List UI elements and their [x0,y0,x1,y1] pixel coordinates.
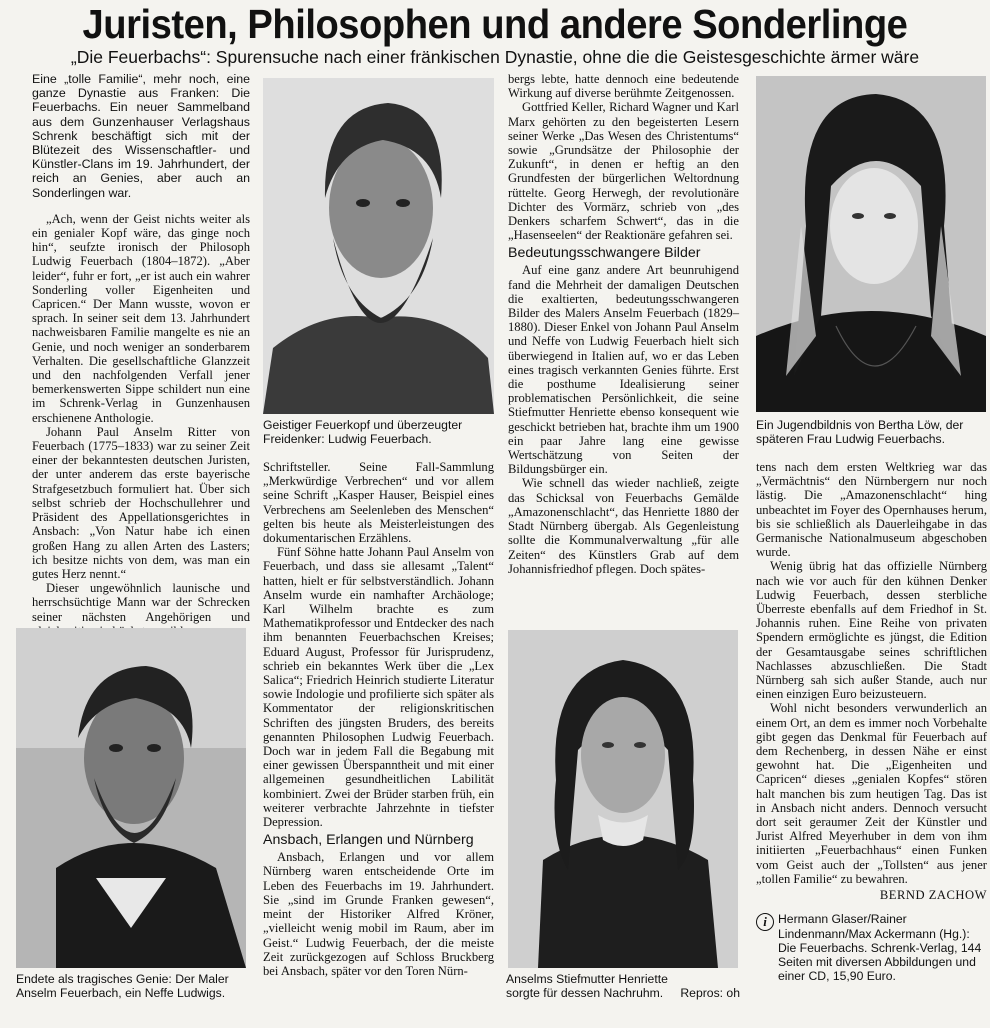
body-paragraph: Gottfried Keller, Richard Wagner und Karl Marx gehörten zu den begeisterten Lesern seiner Werke „Das Wesen des Christentums“ sowie „Grundsätze der Philosophie der Zukunft“, in denen er heftig an den Grundfesten der bürgerlichen Weltordnung rüttelte. Georg Herwegh, der revolutionäre Dichter des Vormärz, schrieb von „des Denkers scharfem Schwert“, das in die „Hasenseelen“ der Reaktionäre gefahren sei. [508,100,739,243]
body-paragraph: tens nach dem ersten Weltkrieg war das „Vermächtnis“ den Nürnbergern nur noch lästig. Die „Amazonenschlacht“ hing unbeachtet im Foyer des Opernhauses herum, bis sie schließlich als Dauerleihgabe in das Germanische Nationalmuseum abgeschoben wurde. [756,460,987,560]
body-paragraph: bergs lebte, hatte dennoch eine bedeutende Wirkung auf diverse berühmte Zeitgenossen. [508,72,739,101]
column-1 [32,72,250,638]
body-paragraph: Fünf Söhne hatte Johann Paul Anselm von Feuerbach, und dass sie allesamt „Talent“ hatten, hielt er für selbstverständlich. Johann Anselm wurde ein namhafter Archäologe; Karl Wilhelm brachte es zum Mathematikprofessor und Entdecker des nach ihm benannten Feuerbachschen Kreises; Eduard August, Professor für Jurisprudenz, schrieb ein bekanntes Werk über die „Lex Salica“; Friedrich Heinrich studierte Literatur sowie Indologie und profilierte sich später als Kommentator der religionskritischen Schriften des jüngsten Bruders, des bereits genannten Philosophen Ludwig Feuerbach. Doch war in jedem Fall die Begabung mit einer gewissen Überspanntheit und mit einer allgemeinen gesundheitlichen Labilität kombiniert. Zwei der Brüder starben früh, ein weiterer verbrachte Jahrzehnte in tiefster Depression. [263,545,494,830]
section-heading: Ansbach, Erlangen und Nürnberg [263,832,474,849]
repros-credit: Repros: oh [680,986,740,1000]
book-info-text: Hermann Glaser/Rainer Lindenmann/Max Ackermann (Hg.): Die Feuerbachs. Schrenk-Verlag, 144 Seiten mit diversen Abbildungen und einer CD, 15,90 Euro. [778,912,982,984]
portrait-woman-illustration [756,76,986,412]
body-paragraph: Auf eine ganz andere Art beunruhigend fand die Mehrheit der damaligen Deutschen die exaltierten, bedeutungsschwangeren Bilder des Malers Anselm Feuerbach (1829–1880). Dieser Enkel von Johann Paul Anselm und Neffe von Ludwig Feuerbach hielt sich überwiegend in Italien auf, wo er das Leben eines tragisch verkannten Genies führte. Erst die posthume Idealisierung seiner problematischen Persönlichkeit, die seine Stiefmutter Henriette ebenso konsequent wie geschickt betrieben hat, brachte ihm um 1900 ein paar Jahre lang eine gewisse Wertschätzung von Seiten der Bildungsbürger ein. [508,263,739,477]
body-paragraph: Wie schnell das wieder nachließ, zeigte das Schicksal von Feuerbachs Gemälde „Amazonenschlacht“, das Henriette 1880 der Stadt Nürnberg übergab. Als Gegenleistung sollte die Kommunalverwaltung „für alle Zeiten“ des Künstlers Grab auf dem Johannisfriedhof pflegen. Doch spätes- [508,476,739,576]
caption-henriette-text: Anselms Stiefmutter Henriette sorgte für dessen Nachruhm. [506,972,668,1001]
portrait-man-beard-illustration [16,628,246,968]
column-2 [263,460,494,978]
portrait-man-beard-illustration [263,78,494,414]
caption-anselm: Endete als tragisches Genie: Der Maler Anselm Feuerbach, ein Neffe Ludwigs. [16,972,229,1001]
body-paragraph: Ansbach, Erlangen und vor allem Nürnberg waren entscheidende Orte im Leben des Feuerbachs im 19. Jahrhundert. Sie „sind im Grunde Franken gewesen“, meint der Historiker Alfred Kröner, „vielleicht wenig mobil im Raum, aber im Geist.“ Ludwig Feuerbach, der die meiste Zeit zurückgezogen auf Schloss Bruckberg bei Ansbach, später vor den Toren Nürn- [263,850,494,978]
caption-ludwig: Geistiger Feuerkopf und überzeugter Freidenker: Ludwig Feuerbach. [263,418,463,447]
section-heading: Bedeutungsschwangere Bilder [508,245,701,262]
body-paragraph: Wenig übrig hat das offizielle Nürnberg nach wie vor auch für den kühnen Denker Ludwig Feuerbach, dessen sterbliche Überreste ebenfalls auf dem Friedhof in St. Johannis ruhen. Eine Reihe von privaten Spendern ermöglichte es jüngst, die Edition der Gesamtausgabe seines schriftlichen Nachlasses abzuschließen. Die Stadt Nürnberg sah sich außer Stande, auch nur einen einzigen Euro beizusteuern. [756,559,987,702]
subheadline: „Die Feuerbachs“: Spurensuche nach einer fränkischen Dynastie, ohne die die Geistesgeschichte ärmer wäre [70,47,920,67]
body-paragraph: Johann Paul Anselm Ritter von Feuerbach (1775–1833) war zu seiner Zeit einer der bekanntesten deutschen Juristen, der unter anderem das erste bayerische Strafgesetzbuch formuliert hat. Über sich selbst schrieb der Hochschullehrer und Präsident des Appellationsgerichtes in Ansbach: „Von Natur habe ich einen großen Hang zu allen Arten des Lasters; ich besitze nichts von dem, was man ein gutes Herz nennt.“ [32,424,250,581]
column-4 [756,460,987,983]
photo-bertha-loew [756,76,986,412]
caption-bertha: Ein Jugendbildnis von Bertha Löw, der späteren Frau Ludwig Feuerbachs. [756,418,964,447]
photo-anselm-feuerbach [16,628,246,968]
photo-henriette-feuerbach [508,630,738,968]
book-info [756,912,987,983]
body-paragraph: Dieser ungewöhnlich launische und herrschsüchtige Mann war der Schrecken seiner nächsten Angehörigen und [32,581,250,624]
info-icon: i [756,913,774,931]
portrait-woman-illustration [508,630,738,968]
lead-paragraph: Eine „tolle Familie“, mehr noch, eine ganze Dynastie aus Franken: Die Feuerbachs. Ein neuer Sammelband aus dem Gunzenhauser Verlagshaus Schrenk beschäftigt sich mit der Blütezeit des Wissenschaftler- und Künstler-Clans im 19. Jahrhundert, der reich an Genies, aber auch an Sonderlingen war. [32,72,250,200]
author-signature: BERND ZACHOW [879,888,987,903]
caption-henriette [506,972,740,1000]
body-paragraph: „Ach, wenn der Geist nichts weiter als ein genialer Kopf wäre, das ginge noch hin“, seufzte ironisch der Philosoph Ludwig Feuerbach (1804–1872). „Aber leider“, fuhr er fort, „er ist auch ein wahrer Sonderling voller Eigenheiten und Capricen.“ Der Mann wusste, wovon er sprach. In seiner seit dem 13. Jahrhundert nachweisbaren Familie mangelte es nie an Genie, und noch weniger an sonderbarem Verhalten. Die gesellschaftliche Glanzzeit und den nachfolgenden Verfall jener bemerkenswerten Sippe schildert nun eine im Schrenk-Verlag in Gunzenhausen erschienene Anthologie. [32,211,250,425]
column-3 [508,72,739,576]
body-paragraph: Schriftsteller. Seine Fall-Sammlung „Merkwürdige Verbrechen“ und vor allem seine Schrift „Kasper Hauser, Beispiel eines Verbrechens am Seelenleben des Menschen“ gelten bis heute als Meisterleistungen des dokumentarischen Erzählens. [263,460,494,546]
photo-ludwig-feuerbach [263,78,494,414]
body-paragraph: Wohl nicht besonders verwunderlich an einem Ort, an dem es immer noch Vorbehalte gibt gegen das Denkmal für Feuerbach auf dem Rechenberg, in dessen Nähe er einst gewohnt hat. Die „Eigenheiten und Capricen“ dieses „genialen Kopfes“ stören halt manchen bis zum heutigen Tag. Das ist in Ansbach nicht anders. Dennoch versucht dort seit geraumer Zeit der Künstler und Jurist Alfred Meyerhuber in dem von ihm initiierten „Feuerbachhaus“ einen Funken vom Geist auch der „Tollsten“ aus jener „tollen Familie“ zu bewahren. [756,701,987,886]
headline: Juristen, Philosophen und andere Sonderlinge [82,1,908,47]
